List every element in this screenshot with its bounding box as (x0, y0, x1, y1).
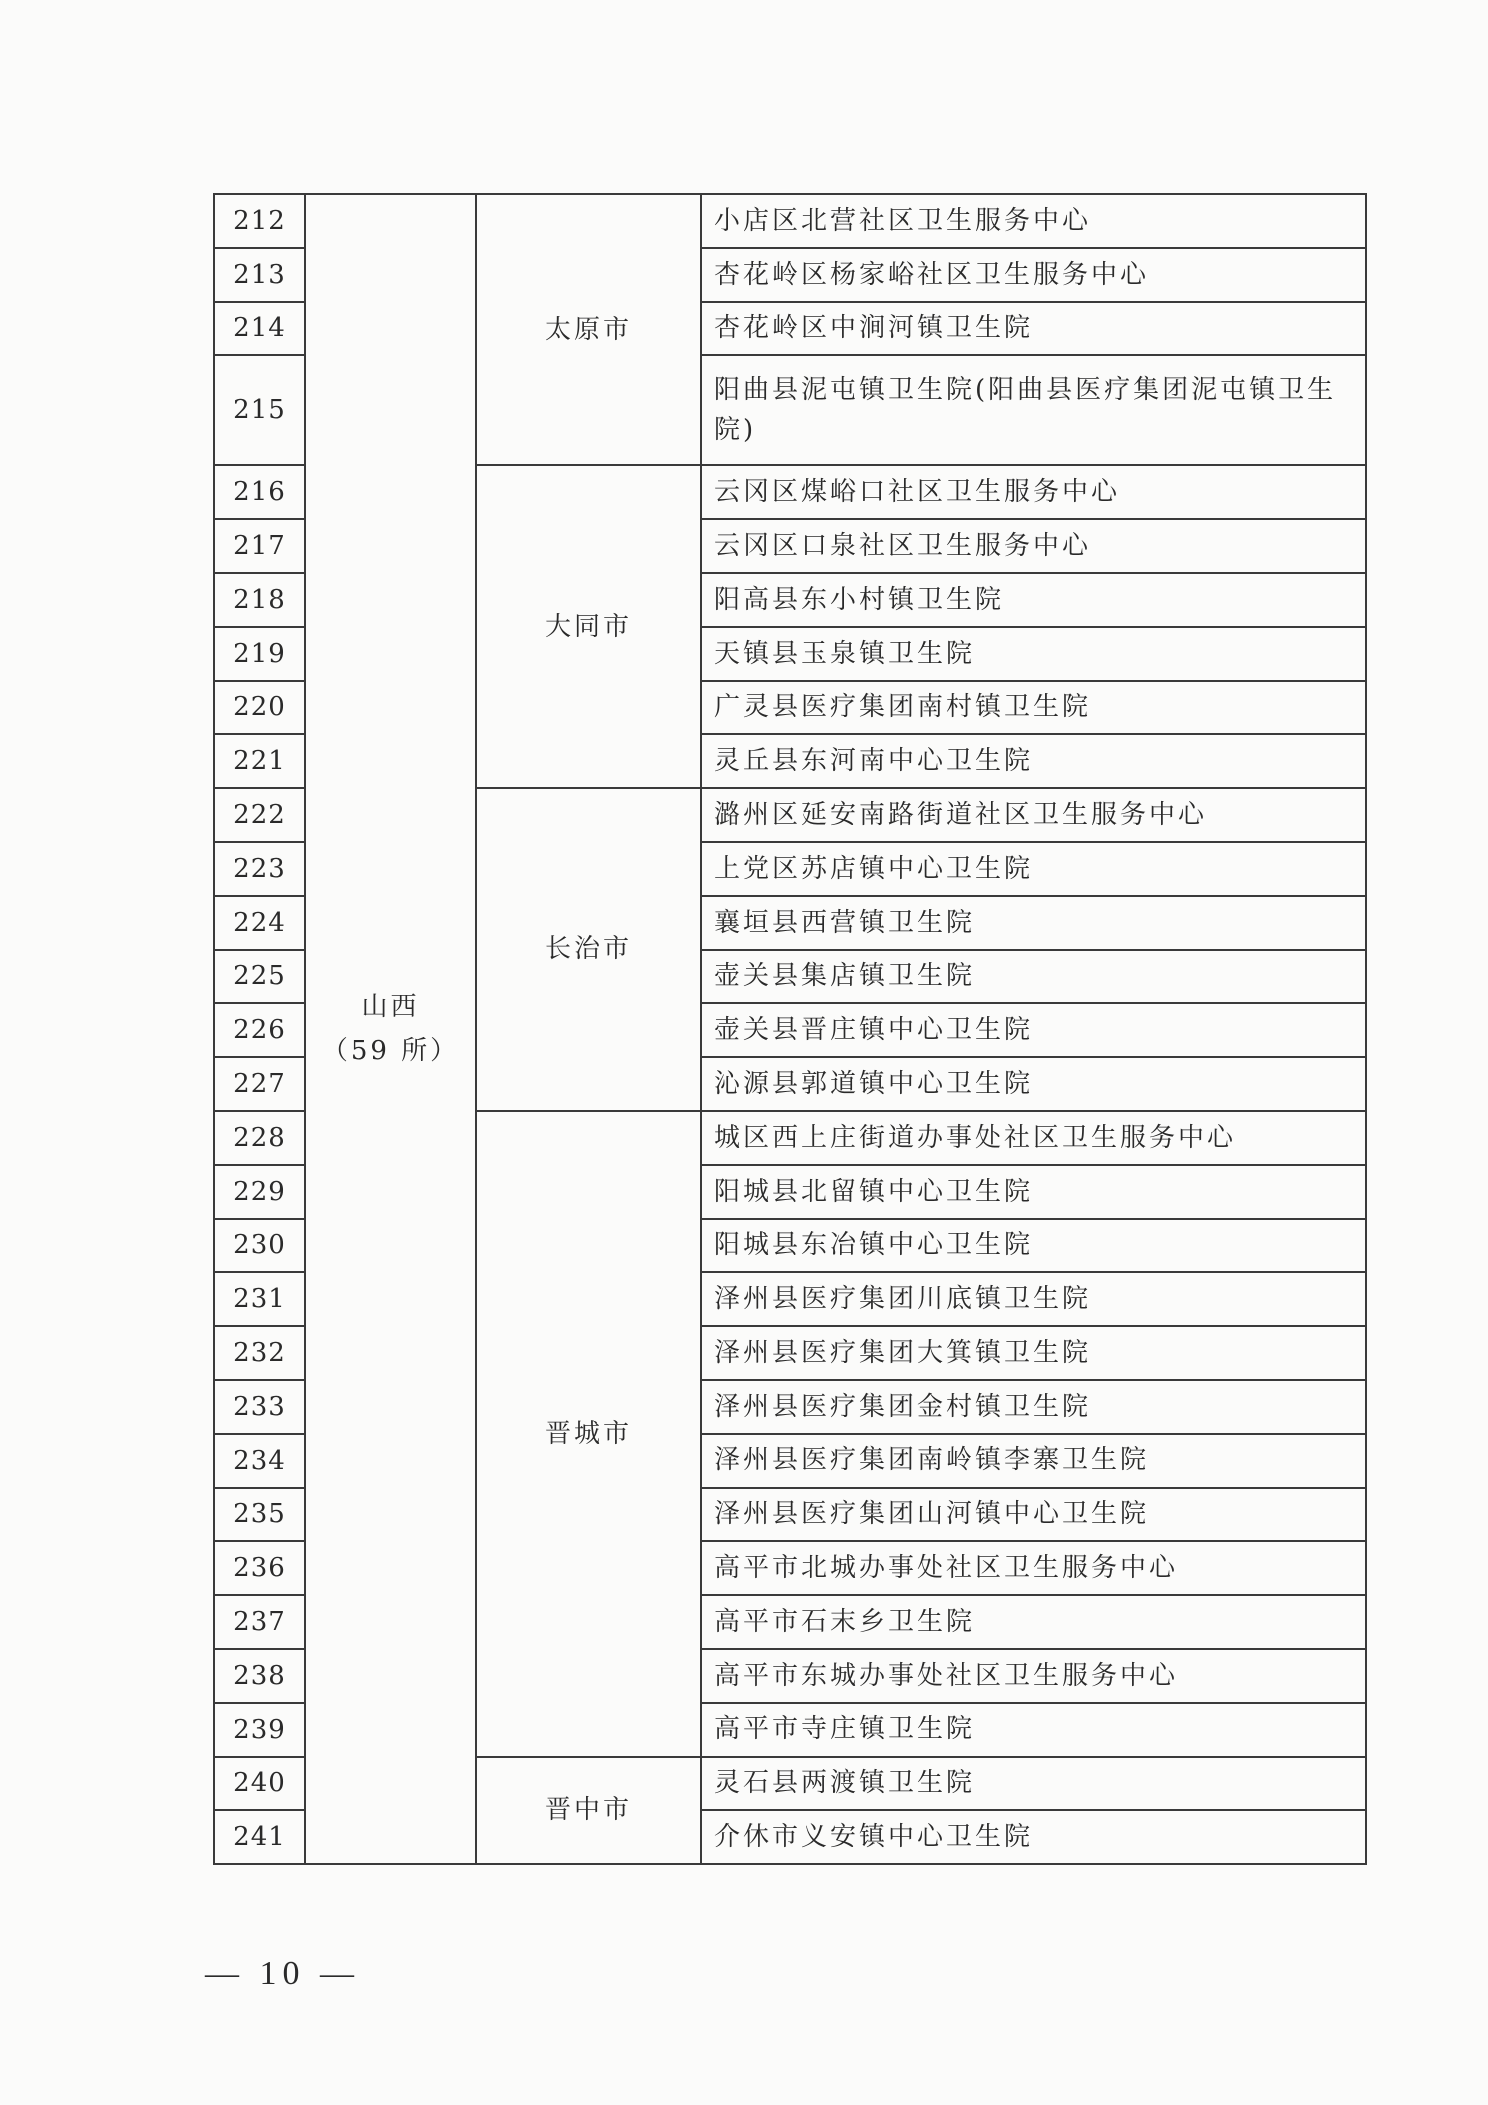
institution-name: 泽州县医疗集团山河镇中心卫生院 (701, 1488, 1366, 1542)
row-number: 239 (214, 1703, 305, 1757)
row-number: 230 (214, 1219, 305, 1273)
row-number: 227 (214, 1057, 305, 1111)
row-number: 215 (214, 355, 305, 465)
row-number: 218 (214, 573, 305, 627)
institution-name: 阳高县东小村镇卫生院 (701, 573, 1366, 627)
institution-name: 灵丘县东河南中心卫生院 (701, 734, 1366, 788)
row-number: 223 (214, 842, 305, 896)
institution-name: 小店区北营社区卫生服务中心 (701, 194, 1366, 248)
row-number: 222 (214, 788, 305, 842)
row-number: 226 (214, 1003, 305, 1057)
institution-name: 灵石县两渡镇卫生院 (701, 1757, 1366, 1811)
row-number: 214 (214, 302, 305, 356)
page-number: — 10 — (205, 1955, 360, 1992)
institution-name: 襄垣县西营镇卫生院 (701, 896, 1366, 950)
row-number: 233 (214, 1380, 305, 1434)
institution-name: 阳曲县泥屯镇卫生院(阳曲县医疗集团泥屯镇卫生院) (701, 355, 1366, 465)
institution-name: 高平市北城办事处社区卫生服务中心 (701, 1541, 1366, 1595)
city-cell: 晋中市 (476, 1757, 701, 1865)
institution-name: 阳城县东冶镇中心卫生院 (701, 1219, 1366, 1273)
row-number: 235 (214, 1488, 305, 1542)
institution-name: 上党区苏店镇中心卫生院 (701, 842, 1366, 896)
row-number: 213 (214, 248, 305, 302)
row-number: 237 (214, 1595, 305, 1649)
row-number: 225 (214, 950, 305, 1004)
institution-name: 杏花岭区中涧河镇卫生院 (701, 302, 1366, 356)
institution-name: 云冈区煤峪口社区卫生服务中心 (701, 465, 1366, 519)
row-number: 221 (214, 734, 305, 788)
row-number: 216 (214, 465, 305, 519)
institution-name: 高平市寺庄镇卫生院 (701, 1703, 1366, 1757)
row-number: 240 (214, 1757, 305, 1811)
row-number: 229 (214, 1165, 305, 1219)
institution-name: 介休市义安镇中心卫生院 (701, 1810, 1366, 1864)
province-count: （59 所） (321, 1036, 460, 1067)
institution-name: 阳城县北留镇中心卫生院 (701, 1165, 1366, 1219)
city-cell: 长治市 (476, 788, 701, 1111)
row-number: 238 (214, 1649, 305, 1703)
institution-name: 广灵县医疗集团南村镇卫生院 (701, 681, 1366, 735)
institution-name: 城区西上庄街道办事处社区卫生服务中心 (701, 1111, 1366, 1165)
institution-name: 泽州县医疗集团金村镇卫生院 (701, 1380, 1366, 1434)
institution-name: 壶关县晋庄镇中心卫生院 (701, 1003, 1366, 1057)
province-name: 山西 (361, 991, 420, 1022)
row-number: 217 (214, 519, 305, 573)
institution-name: 潞州区延安南路街道社区卫生服务中心 (701, 788, 1366, 842)
row-number: 220 (214, 681, 305, 735)
row-number: 224 (214, 896, 305, 950)
institution-table (213, 193, 1367, 1865)
institution-name: 高平市东城办事处社区卫生服务中心 (701, 1649, 1366, 1703)
row-number: 228 (214, 1111, 305, 1165)
row-number: 231 (214, 1272, 305, 1326)
row-number: 241 (214, 1810, 305, 1864)
row-number: 236 (214, 1541, 305, 1595)
institution-name: 杏花岭区杨家峪社区卫生服务中心 (701, 248, 1366, 302)
city-cell: 太原市 (476, 194, 701, 465)
institution-name: 沁源县郭道镇中心卫生院 (701, 1057, 1366, 1111)
institution-name: 泽州县医疗集团南岭镇李寨卫生院 (701, 1434, 1366, 1488)
province-cell (305, 194, 476, 1864)
row-number: 234 (214, 1434, 305, 1488)
row-number: 232 (214, 1326, 305, 1380)
institution-name: 天镇县玉泉镇卫生院 (701, 627, 1366, 681)
city-cell: 大同市 (476, 465, 701, 788)
institution-name: 泽州县医疗集团川底镇卫生院 (701, 1272, 1366, 1326)
table-body (214, 194, 1366, 1864)
city-cell: 晋城市 (476, 1111, 701, 1757)
row-number: 219 (214, 627, 305, 681)
institution-name: 泽州县医疗集团大箕镇卫生院 (701, 1326, 1366, 1380)
institution-name: 高平市石末乡卫生院 (701, 1595, 1366, 1649)
row-number: 212 (214, 194, 305, 248)
table-row (214, 194, 1366, 248)
institution-name: 壶关县集店镇卫生院 (701, 950, 1366, 1004)
institution-name: 云冈区口泉社区卫生服务中心 (701, 519, 1366, 573)
